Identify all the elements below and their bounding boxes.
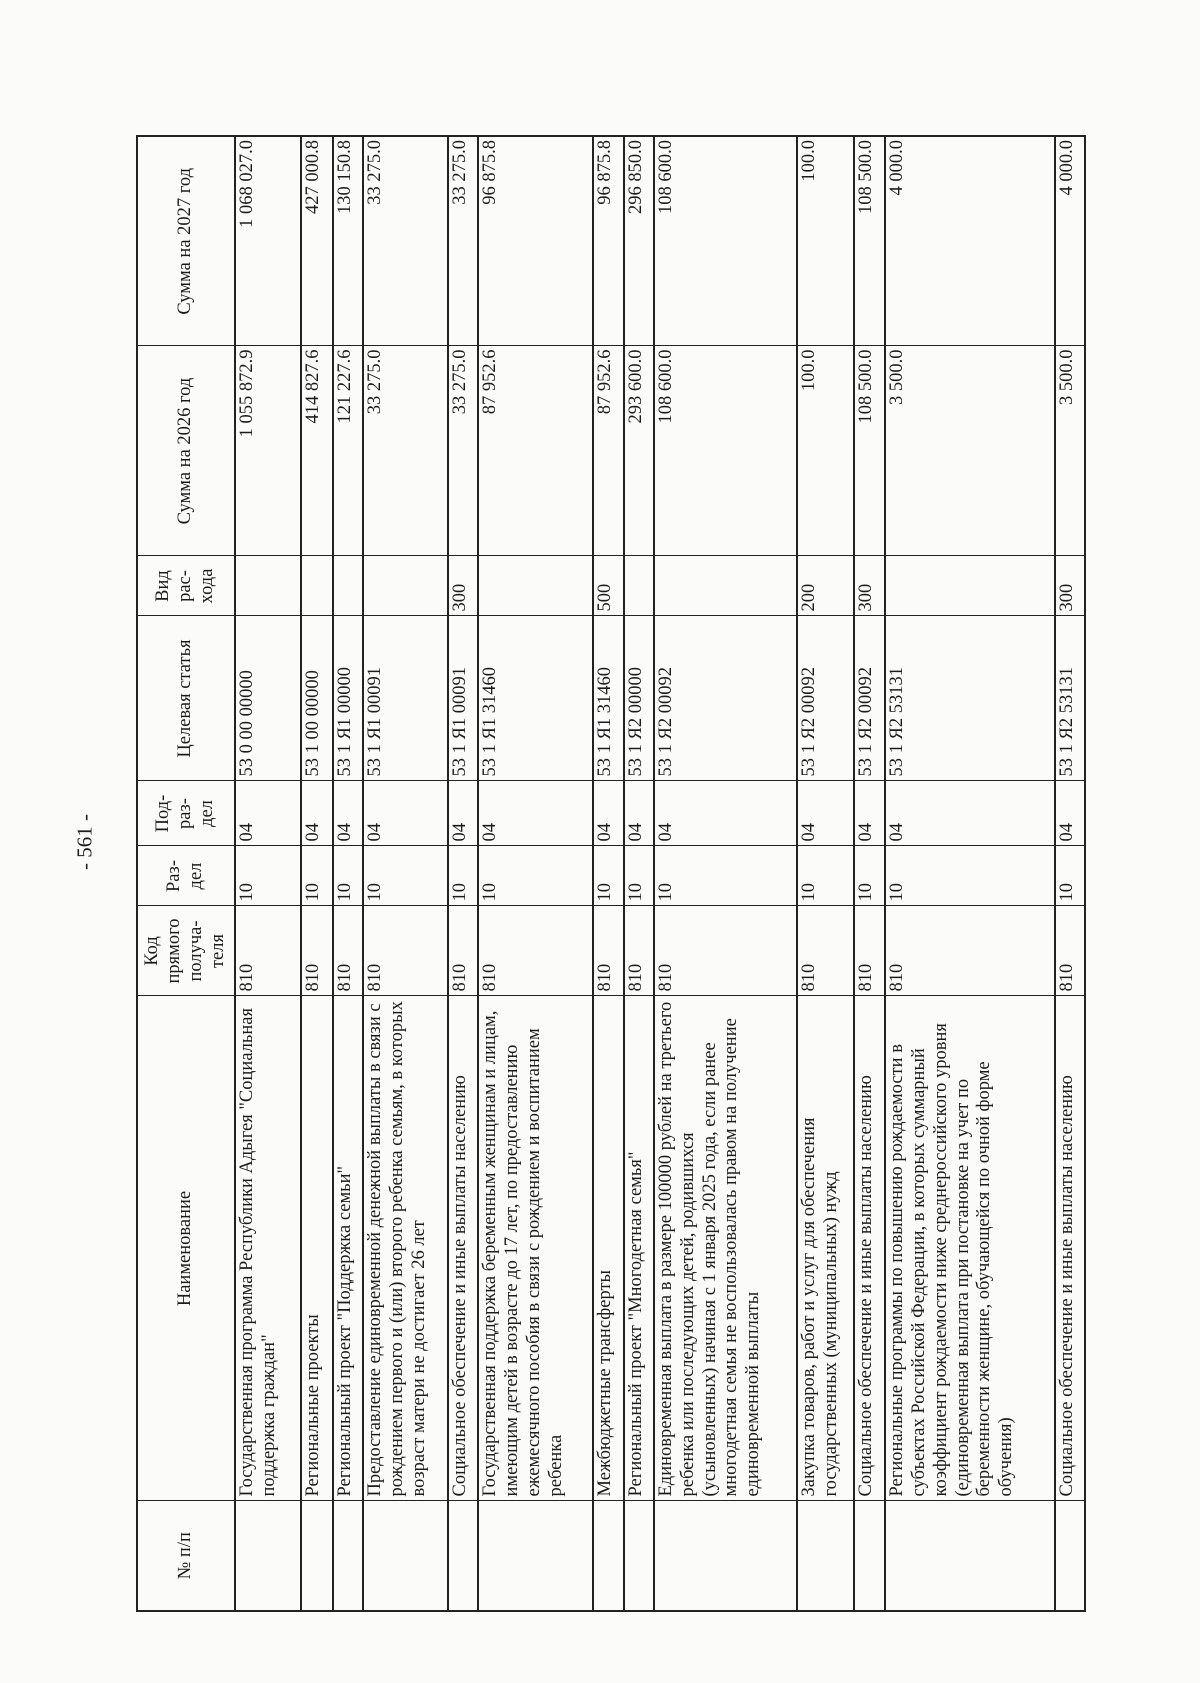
cell-type: 300 bbox=[448, 556, 478, 616]
cell-type bbox=[333, 556, 363, 616]
cell-target: 53 1 Я1 31460 bbox=[593, 616, 623, 781]
header-section: Раз-дел bbox=[137, 846, 235, 906]
cell-receiver: 810 bbox=[654, 906, 797, 996]
cell-type bbox=[478, 556, 593, 616]
cell-target: 53 1 00 00000 bbox=[301, 616, 332, 781]
header-target: Целевая статья bbox=[137, 616, 235, 781]
cell-subsection: 04 bbox=[301, 781, 332, 846]
cell-name: Региональные проекты bbox=[301, 996, 332, 1501]
header-name: Наименование bbox=[137, 996, 235, 1501]
cell-num bbox=[1055, 1501, 1085, 1611]
cell-name: Закупка товаров, работ и услуг для обеспечения государственных (муниципальных) нужд bbox=[797, 996, 853, 1501]
budget-table bbox=[136, 135, 1086, 1612]
cell-num bbox=[593, 1501, 623, 1611]
cell-subsection: 04 bbox=[797, 781, 853, 846]
cell-sum2027: 4 000.0 bbox=[885, 136, 1054, 346]
cell-sum2027: 33 275.0 bbox=[448, 136, 478, 346]
cell-num bbox=[301, 1501, 332, 1611]
cell-receiver: 810 bbox=[854, 906, 885, 996]
cell-section: 10 bbox=[333, 846, 363, 906]
cell-receiver: 810 bbox=[478, 906, 593, 996]
cell-receiver: 810 bbox=[363, 906, 448, 996]
cell-target: 53 1 Я2 00092 bbox=[854, 616, 885, 781]
cell-receiver: 810 bbox=[1055, 906, 1085, 996]
cell-section: 10 bbox=[235, 846, 301, 906]
cell-target: 53 1 Я1 31460 bbox=[478, 616, 593, 781]
header-sum-2027: Сумма на 2027 год bbox=[137, 136, 235, 346]
cell-target: 53 1 Я2 00092 bbox=[654, 616, 797, 781]
cell-subsection: 04 bbox=[624, 781, 654, 846]
table-row bbox=[1055, 136, 1085, 1611]
cell-subsection: 04 bbox=[333, 781, 363, 846]
cell-section: 10 bbox=[301, 846, 332, 906]
cell-num bbox=[333, 1501, 363, 1611]
cell-type bbox=[363, 556, 448, 616]
cell-subsection: 04 bbox=[1055, 781, 1085, 846]
cell-subsection: 04 bbox=[478, 781, 593, 846]
cell-section: 10 bbox=[885, 846, 1054, 906]
cell-receiver: 810 bbox=[448, 906, 478, 996]
cell-section: 10 bbox=[654, 846, 797, 906]
cell-sum2027: 427 000.8 bbox=[301, 136, 332, 346]
table-body bbox=[235, 136, 1085, 1611]
rotated-table-container bbox=[136, 137, 1086, 1612]
cell-num bbox=[797, 1501, 853, 1611]
cell-type: 300 bbox=[854, 556, 885, 616]
cell-subsection: 04 bbox=[654, 781, 797, 846]
cell-subsection: 04 bbox=[593, 781, 623, 846]
table-row bbox=[885, 136, 1054, 1611]
cell-num bbox=[885, 1501, 1054, 1611]
table-row bbox=[624, 136, 654, 1611]
header-subsection: Под-раз-дел bbox=[137, 781, 235, 846]
cell-sum2026: 3 500.0 bbox=[885, 346, 1054, 556]
cell-subsection: 04 bbox=[235, 781, 301, 846]
cell-target: 53 0 00 00000 bbox=[235, 616, 301, 781]
cell-receiver: 810 bbox=[593, 906, 623, 996]
cell-target: 53 1 Я2 53131 bbox=[1055, 616, 1085, 781]
cell-target: 53 1 Я2 53131 bbox=[885, 616, 1054, 781]
cell-receiver: 810 bbox=[333, 906, 363, 996]
cell-section: 10 bbox=[363, 846, 448, 906]
table-header-row bbox=[137, 136, 235, 1611]
cell-name: Государственная программа Республики Адыгея "Социальная поддержка граждан" bbox=[235, 996, 301, 1501]
cell-target: 53 1 Я1 00091 bbox=[448, 616, 478, 781]
cell-target: 53 1 Я2 00092 bbox=[797, 616, 853, 781]
cell-name: Межбюджетные трансферты bbox=[593, 996, 623, 1501]
cell-sum2026: 293 600.0 bbox=[624, 346, 654, 556]
table-row bbox=[301, 136, 332, 1611]
cell-num bbox=[235, 1501, 301, 1611]
cell-receiver: 810 bbox=[301, 906, 332, 996]
page-number: - 561 - bbox=[72, 814, 97, 870]
cell-sum2026: 3 500.0 bbox=[1055, 346, 1085, 556]
table-row bbox=[478, 136, 593, 1611]
cell-target: 53 1 Я1 00000 bbox=[333, 616, 363, 781]
table-row bbox=[593, 136, 623, 1611]
table-row bbox=[235, 136, 301, 1611]
cell-receiver: 810 bbox=[885, 906, 1054, 996]
cell-receiver: 810 bbox=[235, 906, 301, 996]
cell-num bbox=[854, 1501, 885, 1611]
header-sum-2026: Сумма на 2026 год bbox=[137, 346, 235, 556]
cell-name: Социальное обеспечение и иные выплаты населению bbox=[1055, 996, 1085, 1501]
cell-sum2026: 414 827.6 bbox=[301, 346, 332, 556]
cell-target: 53 1 Я1 00091 bbox=[363, 616, 448, 781]
cell-name: Социальное обеспечение и иные выплаты населению bbox=[854, 996, 885, 1501]
cell-sum2026: 108 500.0 bbox=[854, 346, 885, 556]
table-row bbox=[448, 136, 478, 1611]
cell-sum2026: 87 952.6 bbox=[593, 346, 623, 556]
cell-num bbox=[654, 1501, 797, 1611]
table-row bbox=[654, 136, 797, 1611]
cell-sum2027: 1 068 027.0 bbox=[235, 136, 301, 346]
cell-name: Региональные программы по повышению рождаемости в субъектах Российской Федерации, в которых суммарный коэффициент рождаемости ниже среднероссийского уровня (единовременная выплата при постановке на учет по беременности женщине, обучающейся по очной форме обучения) bbox=[885, 996, 1054, 1501]
cell-type bbox=[235, 556, 301, 616]
cell-receiver: 810 bbox=[624, 906, 654, 996]
cell-sum2027: 4 000.0 bbox=[1055, 136, 1085, 346]
cell-num bbox=[448, 1501, 478, 1611]
table-row bbox=[363, 136, 448, 1611]
cell-sum2026: 87 952.6 bbox=[478, 346, 593, 556]
cell-sum2027: 130 150.8 bbox=[333, 136, 363, 346]
cell-sum2026: 33 275.0 bbox=[448, 346, 478, 556]
cell-type bbox=[624, 556, 654, 616]
cell-type: 300 bbox=[1055, 556, 1085, 616]
cell-name: Единовременная выплата в размере 100000 рублей на третьего ребенка или последующих детей, родившихся (усыновленных) начиная с 1 января 2025 года, если ранее многодетная семья не воспользовалась правом на получение единовременной выплаты bbox=[654, 996, 797, 1501]
cell-sum2026: 108 600.0 bbox=[654, 346, 797, 556]
cell-subsection: 04 bbox=[363, 781, 448, 846]
cell-sum2027: 296 850.0 bbox=[624, 136, 654, 346]
cell-sum2027: 108 600.0 bbox=[654, 136, 797, 346]
header-num: № п/п bbox=[137, 1501, 235, 1611]
table-row bbox=[333, 136, 363, 1611]
cell-name: Государственная поддержка беременным женщинам и лицам, имеющим детей в возрасте до 17 лет, по предоставлению ежемесячного пособия в связи с рождением и воспитанием ребенка bbox=[478, 996, 593, 1501]
cell-num bbox=[624, 1501, 654, 1611]
cell-receiver: 810 bbox=[797, 906, 853, 996]
cell-sum2026: 100.0 bbox=[797, 346, 853, 556]
cell-subsection: 04 bbox=[448, 781, 478, 846]
cell-target: 53 1 Я2 00000 bbox=[624, 616, 654, 781]
cell-sum2027: 108 500.0 bbox=[854, 136, 885, 346]
cell-sum2026: 33 275.0 bbox=[363, 346, 448, 556]
cell-type bbox=[654, 556, 797, 616]
cell-sum2026: 1 055 872.9 bbox=[235, 346, 301, 556]
cell-section: 10 bbox=[624, 846, 654, 906]
cell-sum2026: 121 227.6 bbox=[333, 346, 363, 556]
cell-sum2027: 96 875.8 bbox=[478, 136, 593, 346]
cell-section: 10 bbox=[1055, 846, 1085, 906]
cell-sum2027: 96 875.8 bbox=[593, 136, 623, 346]
cell-sum2027: 33 275.0 bbox=[363, 136, 448, 346]
cell-name: Социальное обеспечение и иные выплаты населению bbox=[448, 996, 478, 1501]
cell-num bbox=[478, 1501, 593, 1611]
table-row bbox=[854, 136, 885, 1611]
cell-section: 10 bbox=[478, 846, 593, 906]
cell-type bbox=[301, 556, 332, 616]
table-row bbox=[797, 136, 853, 1611]
cell-name: Региональный проект "Многодетная семья" bbox=[624, 996, 654, 1501]
cell-subsection: 04 bbox=[854, 781, 885, 846]
cell-type: 500 bbox=[593, 556, 623, 616]
cell-section: 10 bbox=[854, 846, 885, 906]
cell-section: 10 bbox=[448, 846, 478, 906]
cell-sum2027: 100.0 bbox=[797, 136, 853, 346]
cell-section: 10 bbox=[593, 846, 623, 906]
header-type: Вид рас-хода bbox=[137, 556, 235, 616]
cell-section: 10 bbox=[797, 846, 853, 906]
header-receiver: Код прямого получа-теля bbox=[137, 906, 235, 996]
cell-num bbox=[363, 1501, 448, 1611]
cell-name: Предоставление единовременной денежной выплаты в связи с рождением первого и (или) второго ребенка семьям, в которых возраст матери не достигает 26 лет bbox=[363, 996, 448, 1501]
cell-type: 200 bbox=[797, 556, 853, 616]
cell-name: Региональный проект "Поддержка семьи" bbox=[333, 996, 363, 1501]
cell-subsection: 04 bbox=[885, 781, 1054, 846]
cell-type bbox=[885, 556, 1054, 616]
